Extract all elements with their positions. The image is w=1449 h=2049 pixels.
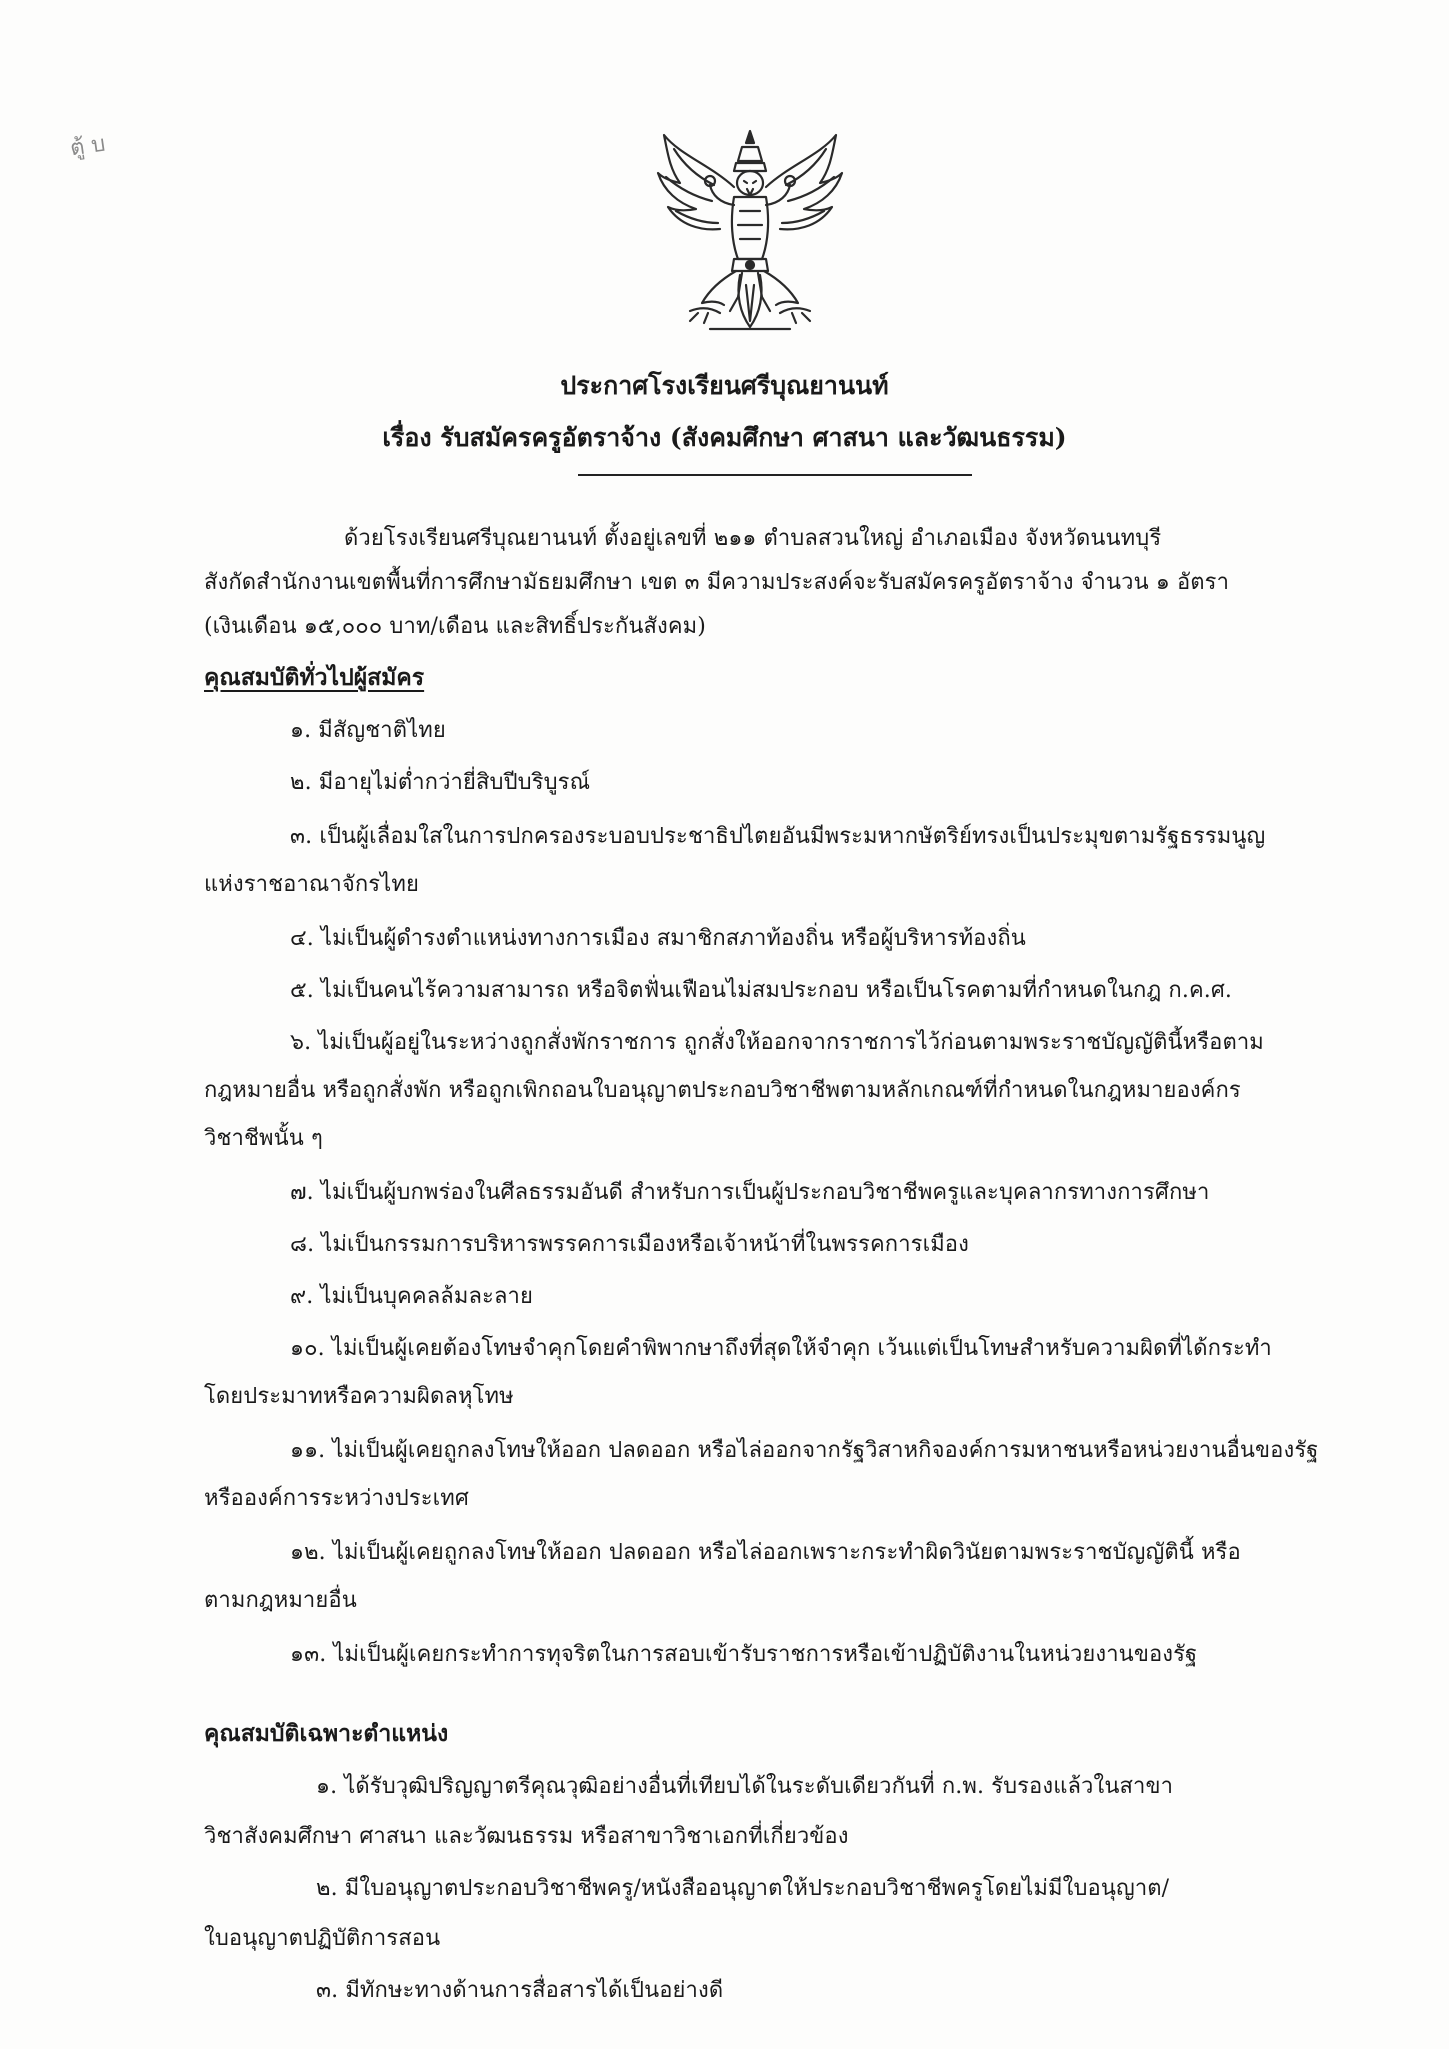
general-item-6-cont-2: วิชาชีพนั้น ๆ [204,1126,323,1151]
intro-line-1: ด้วยโรงเรียนศรีบุณยานนท์ ตั้งอยู่เลขที่ ๒๑๑ ตำบลสวนใหญ่ อำเภอเมือง จังหวัดนนทบุรี [344,526,1162,551]
general-item-6-cont-1: กฎหมายอื่น หรือถูกสั่งพัก หรือถูกเพิกถอนใบอนุญาตประกอบวิชาชีพตามหลักเกณฑ์ที่กำหนดในกฎหมายองค์กร [204,1078,1241,1103]
general-item-12-cont: ตามกฎหมายอื่น [204,1588,357,1613]
specific-item-1-cont: วิชาสังคมศึกษา ศาสนา และวัฒนธรรม หรือสาขาวิชาเอกที่เกี่ยวข้อง [204,1824,849,1849]
general-item-7: ๗. ไม่เป็นผู้บกพร่องในศีลธรรมอันดี สำหรับการเป็นผู้ประกอบวิชาชีพครูและบุคลากรทางการศึกษา [290,1180,1210,1205]
general-item-10-cont: โดยประมาทหรือความผิดลหุโทษ [204,1384,514,1409]
title-divider [578,474,972,476]
general-item-2: ๒. มีอายุไม่ต่ำกว่ายี่สิบปีบริบูรณ์ [290,770,591,795]
specific-qualifications-heading: คุณสมบัติเฉพาะตำแหน่ง [204,1720,449,1747]
general-qualifications-heading: คุณสมบัติทั่วไปผู้สมัคร [204,664,425,691]
general-item-9: ๙. ไม่เป็นบุคคลล้มละลาย [290,1284,533,1309]
announcement-subject: เรื่อง รับสมัครครูอัตราจ้าง (สังคมศึกษา ศาสนา และวัฒนธรรม) [382,423,1067,452]
general-item-10: ๑๐. ไม่เป็นผู้เคยต้องโทษจำคุกโดยคำพิพากษาถึงที่สุดให้จำคุก เว้นแต่เป็นโทษสำหรับความผิดที่ได้กระทำ [290,1336,1272,1361]
general-item-6: ๖. ไม่เป็นผู้อยู่ในระหว่างถูกสั่งพักราชการ ถูกสั่งให้ออกจากราชการไว้ก่อนตามพระราชบัญญัตินี้หรือตาม [290,1030,1264,1055]
general-item-13: ๑๓. ไม่เป็นผู้เคยกระทำการทุจริตในการสอบเข้ารับราชการหรือเข้าปฏิบัติงานในหน่วยงานของรัฐ [290,1642,1198,1667]
general-item-12: ๑๒. ไม่เป็นผู้เคยถูกลงโทษให้ออก ปลดออก หรือไล่ออกเพราะกระทำผิดวินัยตามพระราชบัญญัตินี้ หรือ [290,1540,1241,1565]
specific-item-2-cont: ใบอนุญาตปฏิบัติการสอน [204,1926,441,1951]
intro-line-3: (เงินเดือน ๑๕,๐๐๐ บาท/เดือน และสิทธิ์ประกันสังคม) [204,614,706,639]
specific-item-1: ๑. ได้รับวุฒิปริญญาตรีคุณวุฒิอย่างอื่นที่เทียบได้ในระดับเดียวกันที่ ก.พ. รับรองแล้วในสาขา [316,1774,1174,1799]
specific-item-2: ๒. มีใบอนุญาตประกอบวิชาชีพครู/หนังสืออนุญาตให้ประกอบวิชาชีพครูโดยไม่มีใบอนุญาต/ [316,1876,1170,1901]
general-item-3-cont: แห่งราชอาณาจักรไทย [204,872,419,897]
general-item-3: ๓. เป็นผู้เลื่อมใสในการปกครองระบอบประชาธิปไตยอันมีพระมหากษัตริย์ทรงเป็นประมุขตามรัฐธรรมนูญ [290,824,1266,849]
general-item-11-cont: หรือองค์การระหว่างประเทศ [204,1486,469,1511]
announcement-title: ประกาศโรงเรียนศรีบุณยานนท์ [560,371,889,400]
general-item-11: ๑๑. ไม่เป็นผู้เคยถูกลงโทษให้ออก ปลดออก หรือไล่ออกจากรัฐวิสาหกิจองค์การมหาชนหรือหน่วยงานอื่นของรัฐ [290,1438,1319,1463]
margin-note: ตู้ บ [68,131,107,162]
general-item-4: ๔. ไม่เป็นผู้ดำรงตำแหน่งทางการเมือง สมาชิกสภาท้องถิ่น หรือผู้บริหารท้องถิ่น [290,926,1026,951]
general-item-5: ๕. ไม่เป็นคนไร้ความสามารถ หรือจิตฟั่นเฟือนไม่สมประกอบ หรือเป็นโรคตามที่กำหนดในกฎ ก.ค.ศ. [290,978,1233,1003]
general-item-8: ๘. ไม่เป็นกรรมการบริหารพรรคการเมืองหรือเจ้าหน้าที่ในพรรคการเมือง [290,1232,969,1257]
garuda-emblem-icon [650,125,850,335]
intro-line-2: สังกัดสำนักงานเขตพื้นที่การศึกษามัธยมศึกษา เขต ๓ มีความประสงค์จะรับสมัครครูอัตราจ้าง จำนวน ๑ อัตรา [204,570,1230,595]
general-item-1: ๑. มีสัญชาติไทย [290,718,446,743]
specific-item-3: ๓. มีทักษะทางด้านการสื่อสารได้เป็นอย่างดี [316,1978,724,2003]
